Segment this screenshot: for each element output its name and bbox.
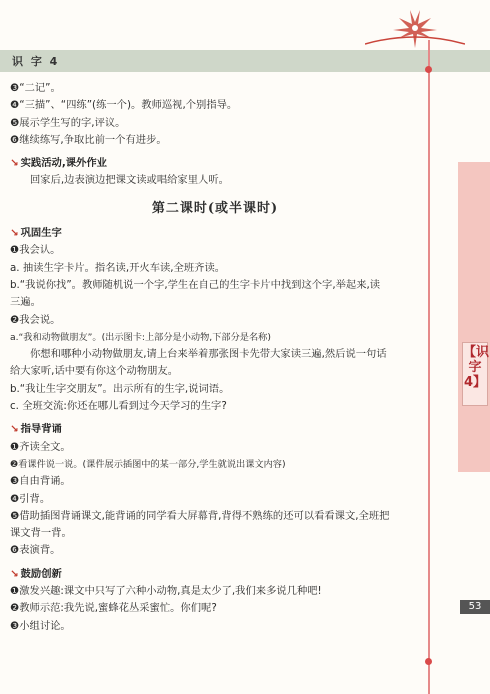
side-tab: 【识字4】 <box>462 342 488 406</box>
text-line: ❸自由背诵。 <box>10 475 71 488</box>
text-line: b.“我让生字交朋友”。出示所有的生字,说词语。 <box>10 382 230 395</box>
page-number: 53 <box>460 600 490 614</box>
text-line: a.“我和动物做朋友”。(出示图卡:上部分是小动物,下部分是名称) <box>10 331 271 343</box>
text-line: ❹引背。 <box>10 492 51 505</box>
arrow-marker-icon: ↘ <box>10 567 19 580</box>
text-line: ❷教师示范:我先说,蜜蜂花丛采蜜忙。你们呢? <box>10 602 217 615</box>
section-heading: ↘ 指导背诵 <box>10 423 62 436</box>
text-line: 课文背一背。 <box>10 527 72 540</box>
arrow-marker-icon: ↘ <box>10 423 19 436</box>
text-line: c. 全班交流:你还在哪儿看到过今天学习的生字? <box>10 400 227 413</box>
section-heading: ↘ 实践活动,课外作业 <box>10 157 107 170</box>
text-line: ❶齐读全文。 <box>10 440 71 453</box>
text-line: 回家后,边表演边把课文读或唱给家里人听。 <box>30 174 229 187</box>
header-title: 识 字 4 <box>12 55 60 68</box>
text-line: ❺借助插图背诵课文,能背诵的同学看大屏幕背,背得不熟练的还可以看看课文,全班把 <box>10 509 390 522</box>
text-line: b.“我说你找”。教师随机说一个字,学生在自己的生字卡片中找到这个字,举起来,读 <box>10 278 381 291</box>
section-heading: ↘ 鼓励创新 <box>10 567 62 580</box>
header-ornament-icon <box>365 8 465 54</box>
section-heading: ↘ 巩固生字 <box>10 227 62 240</box>
margin-line <box>428 40 430 694</box>
text-line: ❺展示学生写的字,评议。 <box>10 116 126 129</box>
text-line: ❶激发兴趣:课文中只写了六种小动物,真是太少了,我们来多说几种吧! <box>10 585 322 598</box>
arrow-marker-icon: ↘ <box>10 157 19 170</box>
lesson-title: 第二课时(或半课时) <box>151 200 279 216</box>
side-strip <box>458 162 490 472</box>
margin-dot <box>425 658 432 665</box>
text-line: 给大家听,话中要有你这个动物朋友。 <box>10 365 179 378</box>
text-line: a. 抽读生字卡片。指名读,开火车读,全班齐读。 <box>10 261 226 274</box>
margin-dot <box>425 66 432 73</box>
text-line: ❻继续练写,争取比前一个有进步。 <box>10 133 167 146</box>
text-line: ❻表演背。 <box>10 544 61 557</box>
text-line: ❷我会说。 <box>10 313 61 326</box>
text-line: ❷看课件说一说。(课件展示插图中的某一部分,学生就说出课文内容) <box>10 458 286 470</box>
text-line: ❹“三描”、“四练”(练一个)。教师巡视,个别指导。 <box>10 99 238 112</box>
text-line: 三遍。 <box>10 296 41 309</box>
text-line: ❸“二记”。 <box>10 82 61 94</box>
arrow-marker-icon: ↘ <box>10 227 19 240</box>
text-line: ❸小组讨论。 <box>10 619 71 632</box>
content <box>10 80 420 635</box>
text-line: ❶我会认。 <box>10 244 61 257</box>
text-line: 你想和哪种小动物做朋友,请上台来举着那张图卡先带大家读三遍,然后说一句话 <box>30 348 387 361</box>
